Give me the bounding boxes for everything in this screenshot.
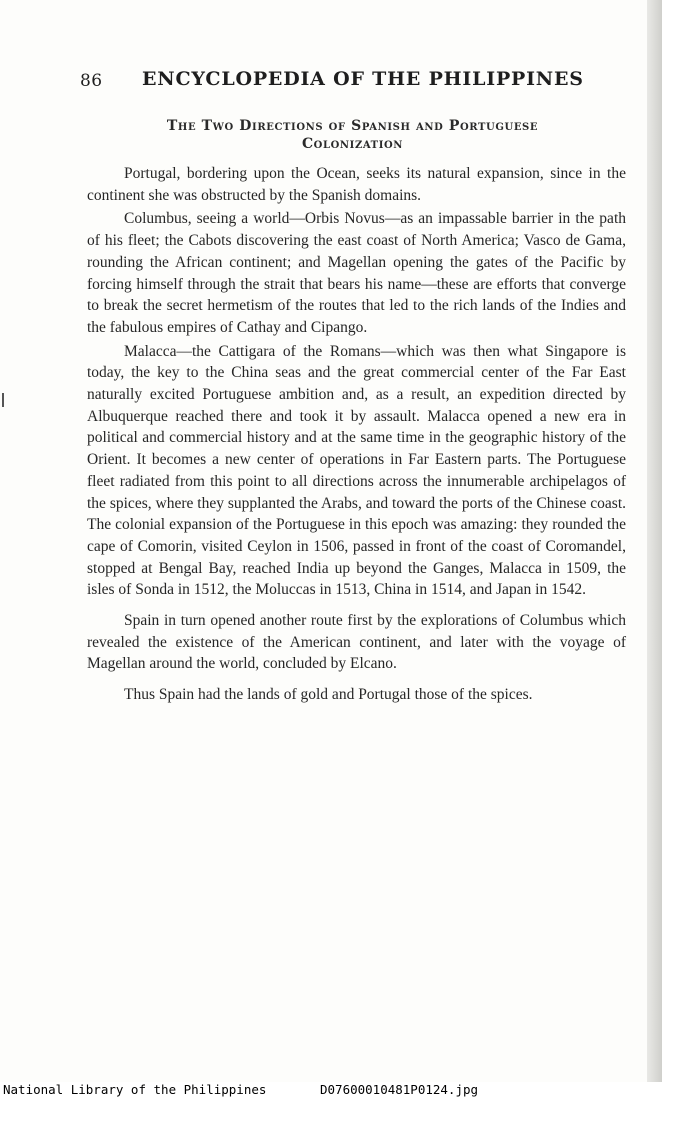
section-heading bbox=[80, 117, 625, 153]
section-heading-line-1: The Two Directions of Spanish and Portuguese bbox=[166, 118, 539, 134]
article-body bbox=[87, 163, 626, 708]
section-heading-line-2: Colonization bbox=[301, 136, 404, 152]
paragraph-5: Thus Spain had the lands of gold and Portugal those of the spices. bbox=[124, 686, 533, 704]
page-number: 86 bbox=[80, 71, 103, 91]
paragraph-3: Malacca—the Cattigara of the Romans—which was then what Singapore is today, the key to the China seas and the great commercial center of the Far East naturally excited Portuguese ambition and, as a result, an expedition directed by Albuquerque reached there and took it by assault. Malacca opened a new era in political and commercial history and at the same time in the geographic history of the Orient. It becomes a new center of operations in Far Eastern parts. The Portuguese fleet radiated from this point to all directions across the innumerable archipelagos of the spices, where they supplanted the Arabs, and toward the ports of the Chinese coast. The colonial expansion of the Portuguese in this epoch was amazing: they rounded the cape of Comorin, visited Ceylon in 1506, passed in front of the coast of Coromandel, stopped at Bengal Bay, reached India up beyond the Ganges, Malacca in 1509, the isles of Sonda in 1512, the Moluccas in 1513, China in 1514, and Japan in 1542. bbox=[87, 342, 626, 599]
scan-footer bbox=[0, 1082, 677, 1097]
footer-library-name: National Library of the Philippines bbox=[3, 1082, 267, 1097]
footer-file-id: D07600010481P0124.jpg bbox=[320, 1082, 479, 1097]
paragraph-4: Spain in turn opened another route first by the explorations of Columbus which revealed the existence of the American continent, and later with the voyage of Magellan around the world, concluded by Elcano. bbox=[87, 612, 626, 673]
paragraph-1: Portugal, bordering upon the Ocean, seeks its natural expansion, since in the continent she was obstructed by the Spanish domains. bbox=[87, 165, 626, 204]
scan-edge-mark bbox=[2, 393, 4, 407]
running-head-title: ENCYCLOPEDIA OF THE PHILIPPINES bbox=[142, 68, 584, 90]
page-edge-shadow bbox=[647, 0, 662, 1082]
paragraph-2: Columbus, seeing a world—Orbis Novus—as an impassable barrier in the path of his fleet; the Cabots discovering the east coast of North America; Vasco de Gama, rounding the African continent; and Magellan opening the gates of the Pacific by forcing himself through the strait that bears his name—these are efforts that converge to break the secret hermetism of the routes that led to the rich lands of the Indies and the fabulous empires of Cathay and Cipango. bbox=[87, 210, 626, 336]
